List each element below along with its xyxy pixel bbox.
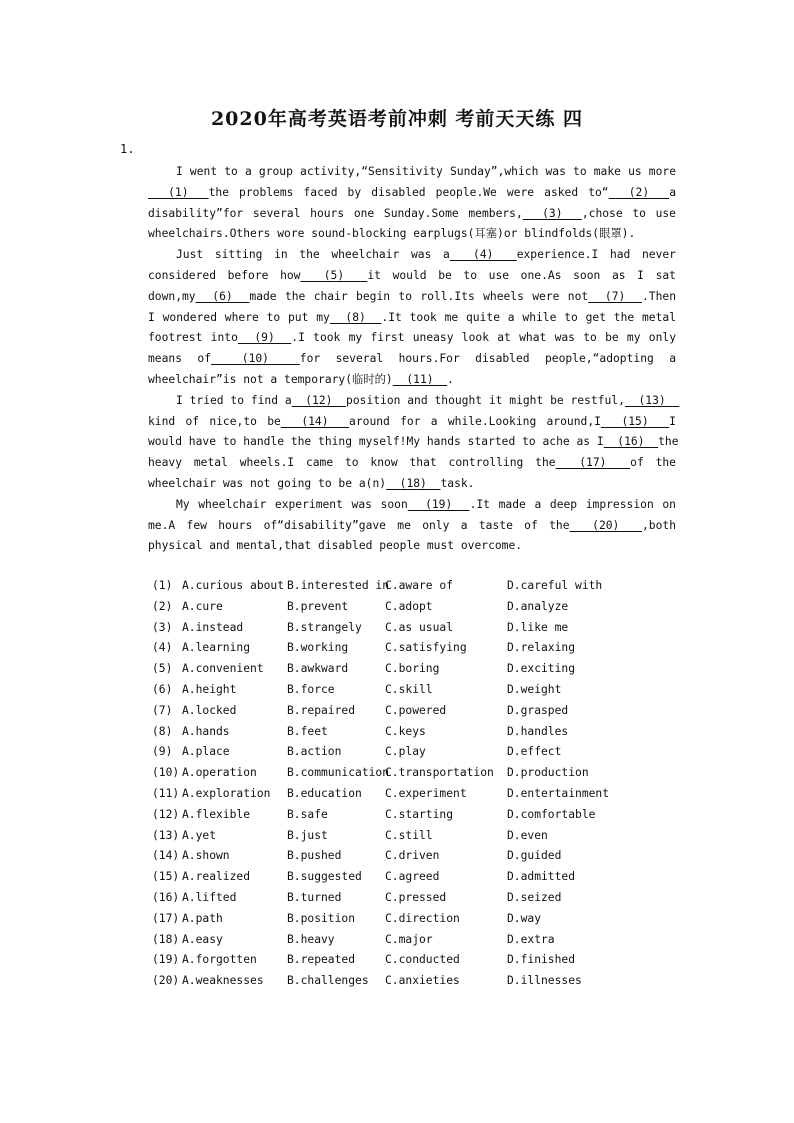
option-a: A.weaknesses [182,974,264,988]
passage-text: .It took me quite a while to get the metal [381,310,677,324]
passage-line [148,453,676,474]
blank-17: (17) [555,456,631,470]
option-a: A.path [182,911,223,925]
option-row [152,909,672,930]
option-b: B.force [287,682,335,696]
option-a: A.height [182,682,237,696]
option-number: (4) [152,641,173,655]
option-row [152,805,672,826]
blank-9: (9) [237,331,292,345]
passage-text: task. [440,476,475,490]
option-d: D.guided [507,849,562,863]
option-d: D.extra [507,932,555,946]
option-b: B.awkward [287,662,349,676]
option-number: (14) [152,849,180,863]
option-d: D.exciting [507,662,576,676]
option-number: (7) [152,703,173,717]
option-c: C.as usual [385,620,454,634]
option-b: B.challenges [287,974,369,988]
option-a: A.forgotten [182,953,257,967]
option-c: C.adopt [385,599,433,613]
option-d: D.even [507,828,548,842]
passage-text: me.A few hours of“disability”gave me only a taste of the [148,518,570,532]
blank-13: (13) [624,393,680,407]
passage-text: I went to a group activity,“Sensitivity Sunday”,which was to make us more [176,165,676,178]
option-a: A.realized [182,870,251,884]
option-c: C.keys [385,724,426,738]
passage-line [148,516,676,537]
option-b: B.interested in [287,579,390,592]
option-b: B.turned [287,890,342,904]
option-number: (9) [152,745,173,759]
option-b: B.just [287,828,328,842]
option-a: A.convenient [182,662,264,676]
option-a: A.lifted [182,890,237,904]
option-a: A.easy [182,932,223,946]
passage-text: for several hours.For disabled people,“adopting a [299,352,676,366]
passage-line [148,412,676,433]
option-a: A.flexible [182,807,251,821]
passage-text: wheelchairs.Others wore sound-blocking earplugs(耳塞)or blindfolds(眼罩). [148,227,636,241]
reading-passage [148,162,680,557]
option-row [152,618,672,639]
blank-6: (6) [195,289,250,303]
passage-line [148,391,680,412]
option-row [152,846,672,867]
option-b: B.strangely [287,620,362,634]
passage-line [148,474,676,495]
option-row [152,763,672,784]
option-a: A.place [182,745,230,759]
option-row [152,930,672,951]
passage-line [148,224,676,245]
option-c: C.experiment [385,786,467,800]
blank-11: (11) [392,372,448,386]
option-d: D.comfortable [507,807,596,821]
option-c: C.pressed [385,890,447,904]
option-b: B.prevent [287,599,349,613]
option-c: C.powered [385,703,447,717]
passage-text: of the [630,456,676,470]
option-c: C.transportation [385,766,494,780]
passage-text: .I took my first uneasy look at what was to be my only [291,331,676,345]
option-c: C.major [385,932,433,946]
passage-text: means of [148,352,211,366]
passage-line [148,245,676,266]
blank-16: (16) [603,435,659,449]
blank-20: (20) [569,518,642,532]
option-c: C.direction [385,911,460,925]
passage-text: .It made a deep impression on [469,497,676,511]
blank-18: (18) [386,476,441,490]
option-d: D.careful with [507,579,603,592]
option-b: B.pushed [287,849,342,863]
option-row [152,826,672,847]
option-number: (11) [152,786,180,800]
option-number: (18) [152,932,180,946]
option-a: A.operation [182,766,257,780]
option-a: A.cure [182,599,223,613]
passage-text: ,both [641,518,676,532]
option-a: A.curious about [182,579,285,592]
option-number: (19) [152,953,180,967]
option-row [152,971,672,992]
option-row [152,576,672,597]
option-d: D.handles [507,724,569,738]
option-number: (2) [152,599,173,613]
option-row [152,888,672,909]
option-number: (6) [152,682,173,696]
option-row [152,597,672,618]
passage-text: I tried to find a [176,393,292,407]
blank-5: (5) [300,268,368,282]
option-d: D.seized [507,890,562,904]
option-row [152,784,672,805]
option-c: C.play [385,745,426,759]
option-row [152,680,672,701]
passage-line [148,536,676,557]
option-d: D.admitted [507,870,576,884]
passage-text: would have to handle the thing myself!My hands started to ache as I [148,435,604,449]
blank-1: (1) [148,185,209,199]
option-row [152,742,672,763]
passage-line [148,162,676,183]
passage-text: the [658,435,679,449]
option-row [152,867,672,888]
passage-line [148,432,679,453]
option-b: B.position [287,911,356,925]
blank-14: (14) [280,414,350,428]
passage-line [148,183,676,204]
option-number: (10) [152,766,180,780]
passage-line [148,495,676,516]
option-c: C.driven [385,849,440,863]
option-c: C.conducted [385,953,460,967]
option-row [152,722,672,743]
page-title: 2020年高考英语考前冲刺 考前天天练 四 [210,108,584,130]
passage-text: a [669,185,677,199]
option-a: A.instead [182,620,244,634]
blank-4: (4) [449,248,517,262]
answer-options [152,576,672,992]
blank-19: (19) [407,497,470,511]
blank-12: (12) [291,393,347,407]
passage-line [148,287,676,308]
option-number: (1) [152,579,173,592]
option-number: (3) [152,620,173,634]
passage-text: . [447,372,454,386]
passage-text: My wheelchair experiment was soon [176,497,408,511]
passage-line [148,370,676,391]
option-c: C.starting [385,807,454,821]
option-c: C.skill [385,682,433,696]
option-number: (12) [152,807,180,821]
option-d: D.relaxing [507,641,576,655]
question-number: 1. [120,142,135,156]
option-b: B.feet [287,724,328,738]
passage-text: wheelchair”is not a temporary(临时的) [148,372,393,386]
option-c: C.aware of [385,579,454,592]
passage-text: it would be to use one.As soon as I sat [367,268,676,282]
passage-text: footrest into [148,331,238,345]
passage-text: disability”for several hours one Sunday.Some members, [148,206,523,220]
blank-7: (7) [588,289,642,303]
option-row [152,659,672,680]
option-c: C.boring [385,662,440,676]
blank-15: (15) [600,414,670,428]
option-b: B.safe [287,807,328,821]
passage-line [148,349,676,370]
blank-3: (3) [522,206,582,220]
passage-line [148,308,676,329]
option-number: (8) [152,724,173,738]
passage-text: ,chose to use [581,206,676,220]
passage-text: I wondered where to put my [148,310,330,324]
passage-text: the problems faced by disabled people.We were asked to“ [208,185,609,199]
option-d: D.illnesses [507,974,582,988]
option-number: (5) [152,662,173,676]
option-c: C.agreed [385,870,440,884]
blank-8: (8) [329,310,382,324]
option-a: A.shown [182,849,230,863]
option-d: D.entertainment [507,786,610,800]
option-d: D.weight [507,682,562,696]
option-c: C.satisfying [385,641,467,655]
option-a: A.exploration [182,786,271,800]
option-b: B.heavy [287,932,335,946]
option-a: A.yet [182,828,217,842]
passage-text: considered before how [148,268,301,282]
passage-text: heavy metal wheels.I came to know that controlling the [148,456,556,470]
passage-text: around for a while.Looking around,I [349,414,601,428]
option-c: C.still [385,828,433,842]
passage-text: physical and mental,that disabled people must overcome. [148,539,523,553]
option-number: (16) [152,890,180,904]
option-a: A.locked [182,703,237,717]
option-d: D.effect [507,745,562,759]
option-number: (17) [152,911,180,925]
passage-text: Just sitting in the wheelchair was a [176,248,450,262]
passage-text: kind of nice,to be [148,414,281,428]
option-b: B.communication [287,766,390,780]
option-b: B.action [287,745,342,759]
passage-text: down,my [148,289,196,303]
option-number: (15) [152,870,180,884]
option-c: C.anxieties [385,974,460,988]
blank-10: (10) [211,352,300,366]
option-d: D.finished [507,953,576,967]
blank-2: (2) [608,185,670,199]
passage-text: made the chair begin to roll.Its wheels were not [249,289,589,303]
option-d: D.like me [507,620,569,634]
option-b: B.working [287,641,349,655]
option-d: D.way [507,911,542,925]
option-d: D.grasped [507,703,569,717]
option-row [152,950,672,971]
option-b: B.repeated [287,953,356,967]
option-b: B.repaired [287,703,356,717]
option-b: B.education [287,786,362,800]
passage-text: experience.I had never [516,248,676,262]
passage-text: wheelchair was not going to be a(n) [148,476,387,490]
option-number: (20) [152,974,180,988]
passage-line [148,328,676,349]
passage-text: .Then [641,289,676,303]
passage-text: I [669,414,676,428]
option-d: D.production [507,766,589,780]
passage-line [148,266,676,287]
option-number: (13) [152,828,180,842]
passage-line [148,204,676,225]
option-a: A.hands [182,724,230,738]
option-d: D.analyze [507,599,569,613]
option-row [152,701,672,722]
option-a: A.learning [182,641,251,655]
option-b: B.suggested [287,870,362,884]
option-row [152,638,672,659]
passage-text: position and thought it might be restful, [346,393,625,407]
